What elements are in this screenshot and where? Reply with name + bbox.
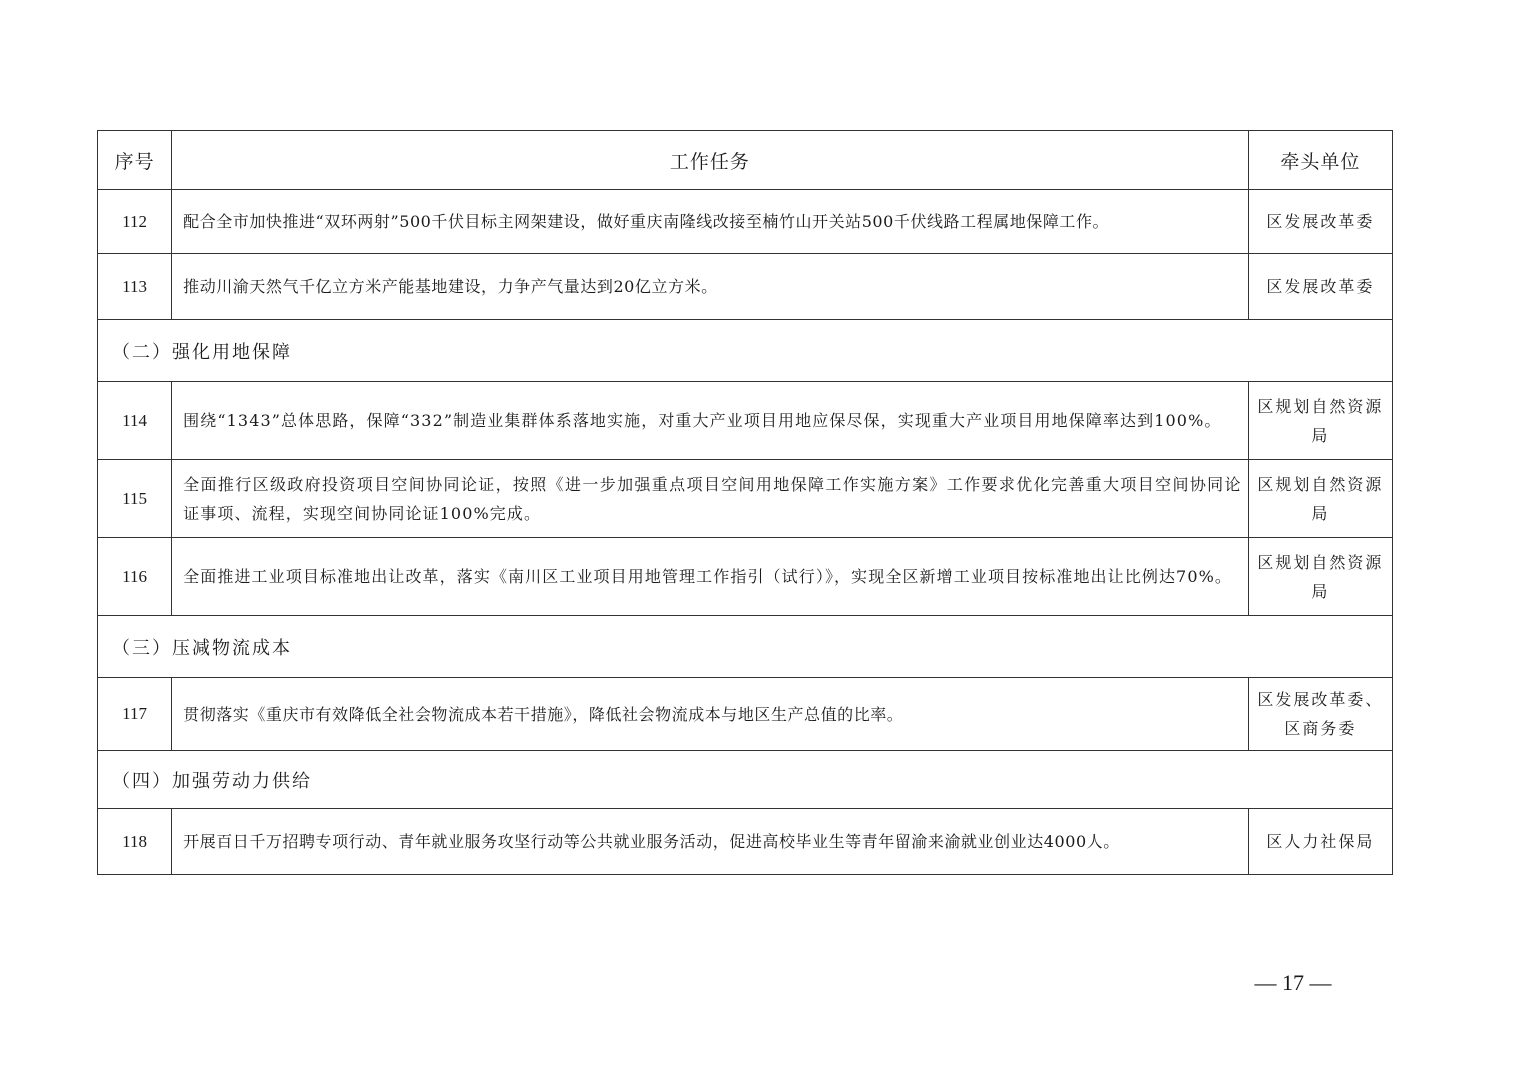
table-row (98, 460, 1393, 538)
section-heading: （三）压减物流成本 (98, 616, 1393, 678)
row-task: 推动川渝天然气千亿立方米产能基地建设，力争产气量达到20亿立方米。 (172, 254, 1248, 320)
row-task: 配合全市加快推进“双环两射”500千伏目标主网架建设，做好重庆南隆线改接至楠竹山开关站500千伏线路工程属地保障工作。 (172, 190, 1248, 254)
row-no: 117 (98, 678, 172, 751)
header-no: 序号 (98, 131, 172, 190)
table-row (98, 538, 1393, 616)
page-number: — 17 — (1254, 970, 1332, 995)
row-unit: 区发展改革委 (1248, 190, 1392, 254)
row-unit: 区规划自然资源局 (1248, 538, 1392, 616)
row-task: 全面推行区级政府投资项目空间协同论证，按照《进一步加强重点项目空间用地保障工作实施方案》工作要求优化完善重大项目空间协同论证事项、流程，实现空间协同论证100%完成。 (172, 460, 1248, 538)
row-no: 116 (98, 538, 172, 616)
row-task: 贯彻落实《重庆市有效降低全社会物流成本若干措施》，降低社会物流成本与地区生产总值的比率。 (172, 678, 1248, 751)
row-no: 118 (98, 809, 172, 875)
section-row (98, 751, 1393, 809)
task-table (97, 130, 1393, 875)
table-row (98, 190, 1393, 254)
row-unit: 区人力社保局 (1248, 809, 1392, 875)
table-header-row (98, 131, 1393, 190)
table-row (98, 809, 1393, 875)
section-heading: （四）加强劳动力供给 (98, 751, 1393, 809)
row-unit: 区规划自然资源局 (1248, 382, 1392, 460)
row-task: 围绕“1343”总体思路，保障“332”制造业集群体系落地实施，对重大产业项目用地应保尽保，实现重大产业项目用地保障率达到100%。 (172, 382, 1248, 460)
row-unit: 区发展改革委、区商务委 (1248, 678, 1392, 751)
row-no: 113 (98, 254, 172, 320)
row-task: 开展百日千万招聘专项行动、青年就业服务攻坚行动等公共就业服务活动，促进高校毕业生等青年留渝来渝就业创业达4000人。 (172, 809, 1248, 875)
header-task: 工作任务 (172, 131, 1248, 190)
row-unit: 区规划自然资源局 (1248, 460, 1392, 538)
section-row (98, 320, 1393, 382)
header-unit: 牵头单位 (1248, 131, 1392, 190)
row-no: 115 (98, 460, 172, 538)
section-heading: （二）强化用地保障 (98, 320, 1393, 382)
row-no: 114 (98, 382, 172, 460)
row-no: 112 (98, 190, 172, 254)
row-task: 全面推进工业项目标准地出让改革，落实《南川区工业项目用地管理工作指引（试行）》，实现全区新增工业项目按标准地出让比例达70%。 (172, 538, 1248, 616)
table-row (98, 678, 1393, 751)
row-unit: 区发展改革委 (1248, 254, 1392, 320)
section-row (98, 616, 1393, 678)
table-row (98, 382, 1393, 460)
table-row (98, 254, 1393, 320)
